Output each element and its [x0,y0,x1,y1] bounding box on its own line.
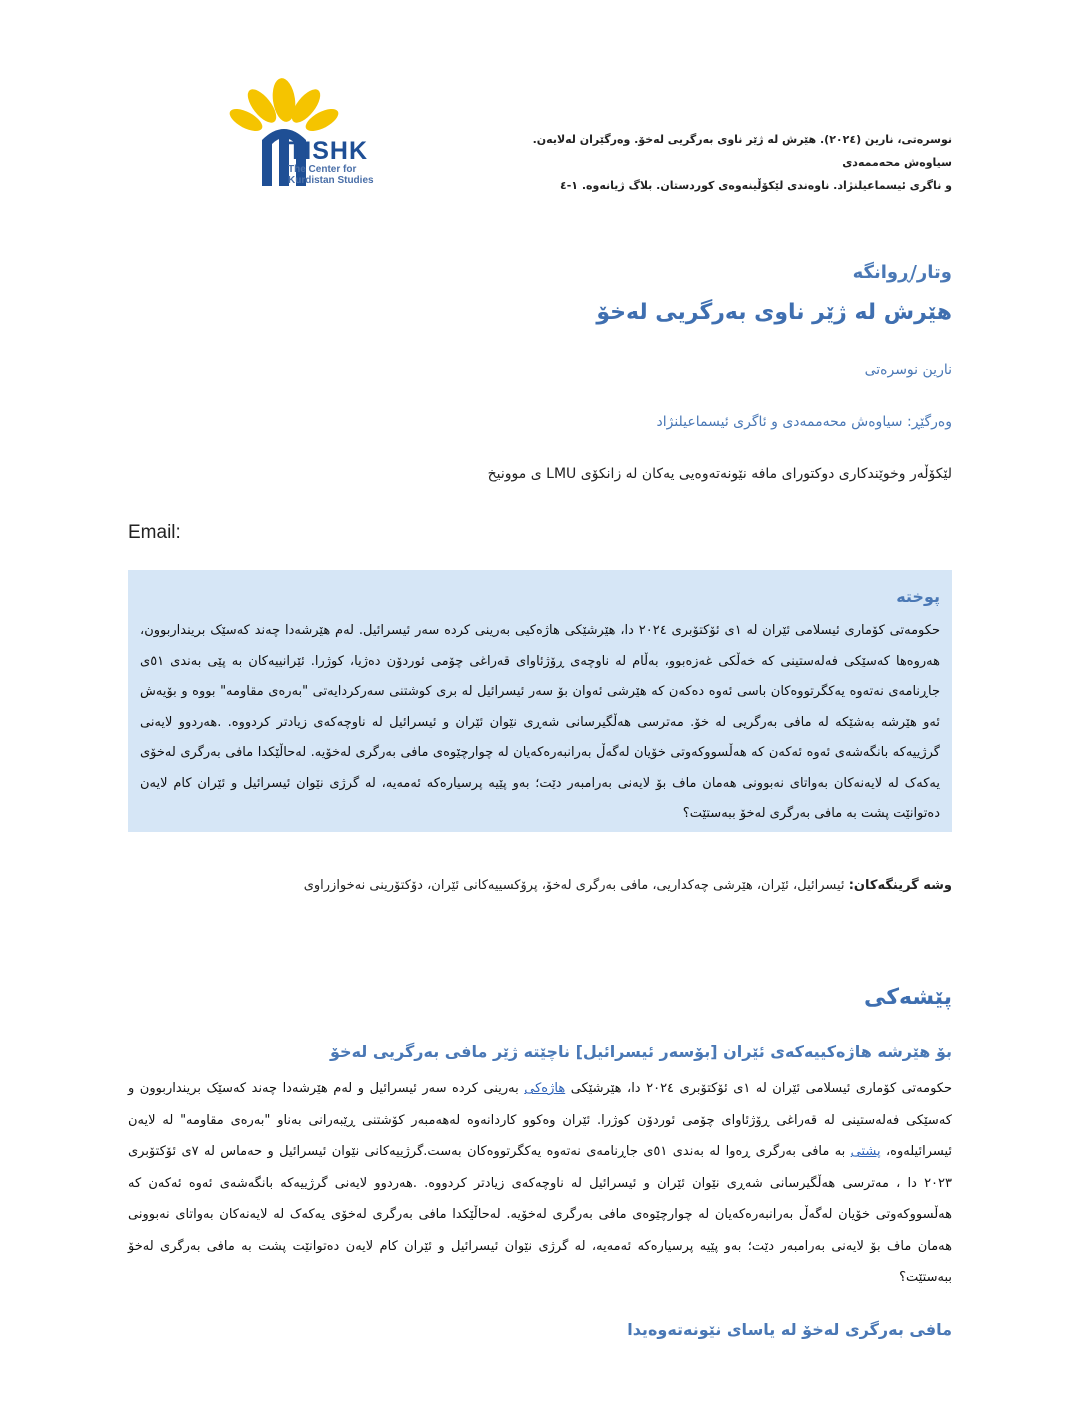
author-affiliation: لێکۆڵەر وخوێندکاری دوکتورای مافە نێونەتەوەیی یەکان لە زانکۆی LMU ی موونیخ [487,466,952,482]
logo-subtitle-1: The Center for [288,164,357,175]
paragraph-part-2: بەرینی کردە سەر ئیسرائیل و لەم هێرشەدا چەند کەسێک برینداربوون و کەسێکی فەلەستینی لە قەراغی ڕۆژئاوای چۆمی ئوردۆن کوژرا. ئێران وەکوو کاردانەوە لەهەمبەر کۆشتنی ڕێبەرانی بەناو "بەرەی مقاومە" لە لایەن ئیسرائیلەوە، [128,1081,953,1159]
translator: وەرگێڕ: سیاوەش محەممەدی و ئاگری ئیسماعیلنژاد [656,414,952,430]
keywords-text: ئیسرائیل، ئێران، هێرشی چەکداریی، مافی بەرگری لەخۆ، پرۆکسییەکانی ئێران، دۆکتۆرینی نەخوازراوی [303,878,845,893]
paragraph-part-1: حکومەتی کۆماری ئیسلامی ئێران لە ١ی ئۆکتۆبری ٢٠٢٤ دا، هێرشێکی [565,1081,952,1096]
keywords [128,878,952,893]
hyperlink-1[interactable]: هاژەکی [524,1081,566,1096]
logo-subtitle-2: Kurdistan Studies [288,175,374,186]
abstract-box [128,570,952,832]
abstract-text: حکومەتی کۆماری ئیسلامی ئێران لە ١ی ئۆکتۆبری ٢٠٢٤ دا، هێرشێکی هاژەکیی بەرینی کردە سەر ئیسرائیل. لەم هێرشەدا چەند کەسێک برینداربوون، هەروەها کەسێکی فەلەستینی کە خەڵکی غەزەبوو، بەڵام لە ناوچەی ڕۆژئاوای قەراغی چۆمی ئوردۆن دەژیا، کوژرا. ئێرانییەکان بە پێی بەندی ٥١ی جاڕنامەی نەتەوە یەکگرتووەکان باسی ئەوە دەکەن کە هێرشی ئەوان بۆ سەر ئیسرائیل لە بری کوشتنی سەرکردایەتی "بەرەی مقاومە" بووە و بۆیەش ئەو هێرشە بەشێکە لە مافی بەرگریی لە خۆ. مەترسی هەڵگیرسانی شەڕی نێوان ئێران و ئیسرائیل لە ناوچەکەی زیادتر کردووە. .هەردوو لایەنی گرژییەکە بانگەشەی ئەوە ئەکەن کە هەڵسووکەوتی خۆیان لەگەڵ بەرانبەرەکەیان لە چوارچێوەی مافی بەرگری لەخۆیە. لەحاڵێکدا مافی بەرگری لەخۆی یەکەک لە لایەنەکان بەواتای نەبوونی هەمان ماف بۆ لایەنی بەرامبەر دێت؛ بەو پێیە پرسیارەکە ئەمەیە، لە گرژی نێوان ئیسرائیل و ئێران کام لایەن دەتوانێت پشت بە مافی بەرگری لەخۆ ببەستێت؟ [140,623,940,821]
keywords-label: وشە گرینگەکان: [848,878,952,893]
introduction-subheading: بۆ هێرشە هاژەکییەکەی ئێران [بۆسەر ئیسرائیل] ناچێتە ژێر مافی بەرگریی لەخۆ [330,1042,952,1061]
logo-text [288,138,374,186]
abstract-heading: پوختە [896,587,940,606]
paragraph-part-3: بە مافی بەرگری ڕەوا لە بەندی ٥١ی جاڕنامەی نەتەوە یەکگرتووەکان بەست.گرژییەکانی نێوان ئیسرائیل و حەماس لە ٧ی ئۆکتۆبری ٢٠٢٣ دا ، مەترسی هەڵگیرسانی شەڕی نێوان ئێران و ئیسرائیل لە ناوچەکەی زیادتر کردووە. .هەردوو لایەنی گرژییەکە بانگەشەی ئەوە ئەکەن کە هەڵسووکەوتی خۆیان لەگەڵ بەرانبەرەکەیان لە چوارچێوەی مافی بەرگری لەخۆیە. لەحاڵێکدا مافی بەرگری لەخۆی یەکەک لە لایەنەکان بەواتای نەبوونی هەمان ماف بۆ لایەنی بەرامبەر دێت؛ بەو پێیە پرسیارەکە ئەمەیە، لە گرژی نێوان ئیسرائیل و ئێران کام لایەن دەتوانێت پشت بە مافی بەرگری لەخۆ ببەستێت؟ [128,1144,952,1285]
email-label: Email: [128,522,181,543]
hyperlink-2[interactable]: پشتی [850,1144,881,1159]
citation [482,128,952,197]
author-name: نارین نوسرەتی [864,362,952,378]
logo-name: TISHK [288,137,368,165]
next-section-heading: مافی بەرگری لەخۆ لە یاسای نێونەتەوەیدا [627,1320,952,1339]
introduction-paragraph [128,1073,952,1294]
citation-line-2: و ناگری ئیسماعیلنژاد. ناوەندی لێکۆڵینەوەی کوردستان. بلاگ ژیانەوە. ١-٤ [559,179,952,192]
introduction-heading: پێشەکی [863,985,952,1010]
section-label: وتار/ڕوانگە [852,262,952,283]
article-title: هێرش لە ژێر ناوی بەرگریی لەخۆ [596,300,952,325]
citation-line-1: نوسرەتی، نارین (٢٠٢٤). هێرش لە ژێر ناوی بەرگریی لەخۆ. وەرگێران لەلایەن. سیاوەش محەممەدی [532,133,952,169]
